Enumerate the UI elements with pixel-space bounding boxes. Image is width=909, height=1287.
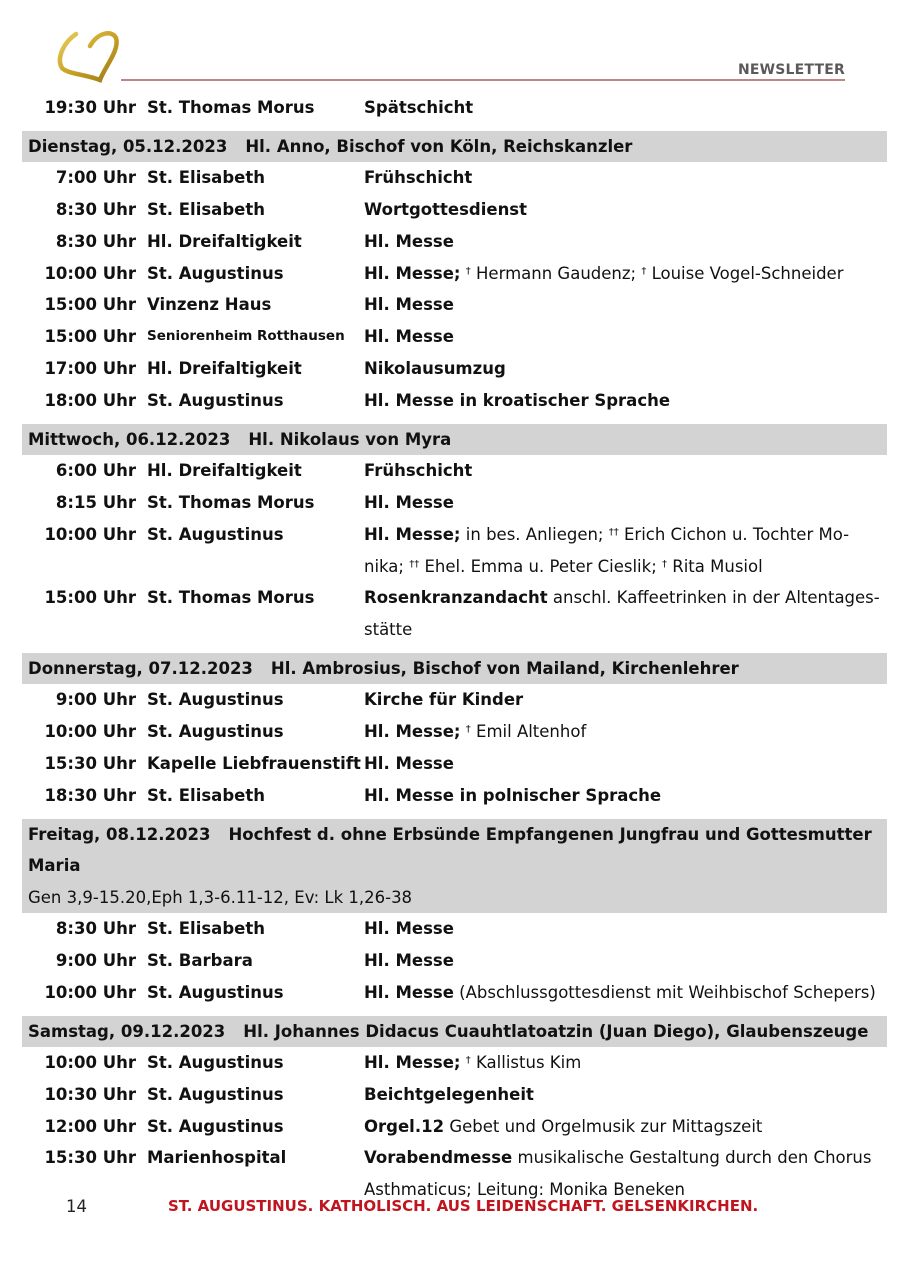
event-place: Hl. Dreifaltigkeit bbox=[147, 359, 302, 379]
event-description bbox=[364, 716, 887, 748]
event-time: 9:00 Uhr bbox=[55, 690, 136, 710]
event-place: St. Elisabeth bbox=[147, 785, 265, 805]
event-description bbox=[364, 162, 887, 194]
event-title: Frühschicht bbox=[364, 168, 473, 188]
dagger-icon: †† bbox=[608, 526, 619, 538]
event-row bbox=[22, 194, 887, 226]
event-title: Spätschicht bbox=[364, 98, 474, 117]
event-description bbox=[364, 289, 887, 321]
event-time: 8:15 Uhr bbox=[55, 492, 136, 512]
event-note: in bes. Anliegen; †† Erich Cichon u. Tochter Mo-nika; †† Ehel. Emma u. Peter Cieslik; † Rita Musiol bbox=[364, 524, 850, 576]
event-note: anschl. Kaffeetrinken in der Altentages-stätte bbox=[364, 588, 880, 640]
day-date: Freitag, 08.12.2023 bbox=[28, 824, 211, 844]
event-place: St. Elisabeth bbox=[147, 200, 265, 220]
event-title: Hl. Messe bbox=[364, 982, 454, 1002]
event-time: 12:00 Uhr bbox=[44, 1116, 136, 1136]
event-place: St. Augustinus bbox=[147, 263, 284, 283]
event-row bbox=[22, 748, 887, 780]
event-description bbox=[364, 977, 887, 1009]
event-place: Seniorenheim Rotthausen bbox=[147, 328, 345, 345]
event-place: Hl. Dreifaltigkeit bbox=[147, 461, 302, 481]
event-time: 10:00 Uhr bbox=[44, 1053, 136, 1073]
day-feast: Hl. Nikolaus von Myra bbox=[248, 429, 452, 449]
event-title: Hl. Messe; bbox=[364, 1053, 461, 1073]
event-title: Wortgottesdienst bbox=[364, 200, 528, 220]
event-description bbox=[364, 780, 887, 812]
event-title: Orgel.12 bbox=[364, 1116, 445, 1136]
event-row bbox=[22, 913, 887, 945]
day-date: Mittwoch, 06.12.2023 bbox=[28, 429, 231, 449]
event-row bbox=[22, 92, 887, 124]
event-place: St. Augustinus bbox=[147, 390, 284, 410]
event-time: 10:30 Uhr bbox=[44, 1084, 136, 1104]
page-number: 14 bbox=[66, 1197, 87, 1216]
event-place: St. Thomas Morus bbox=[147, 588, 315, 608]
header-rule bbox=[121, 79, 845, 81]
day-date: Dienstag, 05.12.2023 bbox=[28, 136, 228, 156]
event-row bbox=[22, 455, 887, 487]
event-time: 8:30 Uhr bbox=[55, 919, 136, 939]
newsletter-label: NEWSLETTER bbox=[737, 62, 845, 78]
event-description bbox=[364, 1111, 887, 1143]
event-place: St. Augustinus bbox=[147, 1116, 284, 1136]
event-title: Hl. Messe; bbox=[364, 722, 461, 742]
event-row bbox=[22, 1047, 887, 1079]
event-row bbox=[22, 289, 887, 321]
event-row bbox=[22, 1079, 887, 1111]
day-header bbox=[22, 819, 887, 914]
event-place: St. Augustinus bbox=[147, 722, 284, 742]
event-description bbox=[364, 455, 887, 487]
event-time: 17:00 Uhr bbox=[44, 359, 136, 379]
event-description bbox=[364, 226, 887, 258]
event-description bbox=[364, 913, 887, 945]
day-feast: Hl. Ambrosius, Bischof von Mailand, Kirchenlehrer bbox=[270, 658, 739, 678]
event-row bbox=[22, 945, 887, 977]
day-header bbox=[22, 1016, 887, 1048]
event-title: Hl. Messe bbox=[364, 950, 454, 970]
event-title: Hl. Messe in polnischer Sprache bbox=[364, 785, 662, 805]
event-time: 19:30 Uhr bbox=[44, 98, 136, 117]
event-row bbox=[22, 226, 887, 258]
event-place: St. Elisabeth bbox=[147, 168, 265, 188]
event-time: 15:00 Uhr bbox=[44, 327, 136, 347]
event-place: St. Augustinus bbox=[147, 524, 284, 544]
event-title: Hl. Messe bbox=[364, 492, 454, 512]
event-note: † Kallistus Kim bbox=[465, 1053, 582, 1073]
day-date: Samstag, 09.12.2023 bbox=[28, 1021, 226, 1041]
event-time: 15:30 Uhr bbox=[44, 754, 136, 774]
event-description bbox=[364, 353, 887, 385]
day-header bbox=[22, 424, 887, 456]
event-row bbox=[22, 353, 887, 385]
event-description bbox=[364, 582, 887, 646]
event-time: 7:00 Uhr bbox=[55, 168, 136, 188]
event-description bbox=[364, 194, 887, 226]
event-place: Kapelle Liebfrauenstift bbox=[147, 754, 361, 774]
event-title: Hl. Messe bbox=[364, 295, 454, 315]
event-place: St. Augustinus bbox=[147, 982, 284, 1002]
event-title: Vorabendmesse bbox=[364, 1148, 513, 1168]
footer-slogan: ST. AUGUSTINUS. KATHOLISCH. AUS LEIDENSCHAFT. GELSENKIRCHEN. bbox=[168, 1197, 759, 1215]
event-row bbox=[22, 684, 887, 716]
event-note: Gebet und Orgelmusik zur Mittagszeit bbox=[449, 1116, 763, 1136]
event-row bbox=[22, 162, 887, 194]
dagger-icon: † bbox=[641, 265, 647, 277]
event-description bbox=[364, 748, 887, 780]
event-place: Marienhospital bbox=[147, 1148, 287, 1168]
event-title: Beichtgelegenheit bbox=[364, 1084, 534, 1104]
day-date: Donnerstag, 07.12.2023 bbox=[28, 658, 253, 678]
event-note: † Hermann Gaudenz; † Louise Vogel-Schneider bbox=[465, 263, 844, 283]
event-title: Hl. Messe bbox=[364, 919, 454, 939]
event-row bbox=[22, 385, 887, 417]
day-feast: Hl. Anno, Bischof von Köln, Reichskanzler bbox=[245, 136, 633, 156]
event-description bbox=[364, 92, 887, 124]
event-place: St. Augustinus bbox=[147, 1053, 284, 1073]
event-description bbox=[364, 258, 887, 290]
day-header bbox=[22, 653, 887, 685]
event-time: 15:00 Uhr bbox=[44, 295, 136, 315]
event-row bbox=[22, 780, 887, 812]
event-time: 10:00 Uhr bbox=[44, 524, 136, 544]
event-description bbox=[364, 684, 887, 716]
dagger-icon: † bbox=[465, 1055, 471, 1067]
event-title: Rosenkranzandacht bbox=[364, 588, 548, 608]
event-time: 10:00 Uhr bbox=[44, 982, 136, 1002]
event-row bbox=[22, 258, 887, 290]
day-feast: Hochfest d. ohne Erbsünde Empfangenen Jungfrau und Gottesmutter Maria bbox=[28, 824, 872, 876]
event-place: Vinzenz Haus bbox=[147, 295, 272, 315]
event-description bbox=[364, 385, 887, 417]
event-row bbox=[22, 716, 887, 748]
event-place: St. Barbara bbox=[147, 950, 253, 970]
event-note: † Emil Altenhof bbox=[465, 722, 587, 742]
event-description bbox=[364, 321, 887, 353]
event-description bbox=[364, 945, 887, 977]
event-description bbox=[364, 519, 887, 583]
event-time: 10:00 Uhr bbox=[44, 263, 136, 283]
day-header bbox=[22, 131, 887, 163]
event-note: musikalische Gestaltung durch den Chorus Asthmaticus; Leitung: Monika Beneken bbox=[364, 1148, 872, 1200]
event-place: St. Augustinus bbox=[147, 690, 284, 710]
event-row bbox=[22, 487, 887, 519]
day-readings: Gen 3,9-15.20,Eph 1,3-6.11-12, Ev: Lk 1,26-38 bbox=[28, 887, 413, 907]
event-time: 15:00 Uhr bbox=[44, 588, 136, 608]
dagger-icon: † bbox=[465, 724, 471, 736]
event-row bbox=[22, 321, 887, 353]
dagger-icon: † bbox=[662, 558, 668, 570]
golden-heart-logo bbox=[54, 28, 124, 84]
event-time: 6:00 Uhr bbox=[55, 461, 136, 481]
dagger-icon: † bbox=[465, 265, 471, 277]
schedule bbox=[22, 92, 887, 1206]
event-row bbox=[22, 582, 887, 646]
event-title: Hl. Messe; bbox=[364, 263, 461, 283]
event-time: 18:00 Uhr bbox=[44, 390, 136, 410]
event-time: 10:00 Uhr bbox=[44, 722, 136, 742]
event-place: St. Thomas Morus bbox=[147, 98, 315, 117]
event-title: Hl. Messe; bbox=[364, 524, 461, 544]
event-title: Nikolausumzug bbox=[364, 359, 506, 379]
event-title: Hl. Messe in kroatischer Sprache bbox=[364, 390, 671, 410]
event-description bbox=[364, 1079, 887, 1111]
event-place: St. Augustinus bbox=[147, 1084, 284, 1104]
event-time: 8:30 Uhr bbox=[55, 231, 136, 251]
event-title: Hl. Messe bbox=[364, 327, 454, 347]
dagger-icon: †† bbox=[409, 558, 420, 570]
event-time: 15:30 Uhr bbox=[44, 1148, 136, 1168]
event-time: 8:30 Uhr bbox=[55, 200, 136, 220]
event-row bbox=[22, 977, 887, 1009]
event-description bbox=[364, 1047, 887, 1079]
event-title: Hl. Messe bbox=[364, 754, 454, 774]
event-note: (Abschlussgottesdienst mit Weihbischof Schepers) bbox=[459, 982, 876, 1002]
event-place: St. Thomas Morus bbox=[147, 492, 315, 512]
event-title: Frühschicht bbox=[364, 461, 473, 481]
event-title: Kirche für Kinder bbox=[364, 690, 524, 710]
event-row bbox=[22, 1111, 887, 1143]
event-title: Hl. Messe bbox=[364, 231, 454, 251]
event-description bbox=[364, 487, 887, 519]
event-place: Hl. Dreifaltigkeit bbox=[147, 231, 302, 251]
day-feast: Hl. Johannes Didacus Cuauhtlatoatzin (Juan Diego), Glaubenszeuge bbox=[243, 1021, 869, 1041]
event-row bbox=[22, 519, 887, 583]
event-time: 18:30 Uhr bbox=[44, 785, 136, 805]
event-place: St. Elisabeth bbox=[147, 919, 265, 939]
event-time: 9:00 Uhr bbox=[55, 950, 136, 970]
